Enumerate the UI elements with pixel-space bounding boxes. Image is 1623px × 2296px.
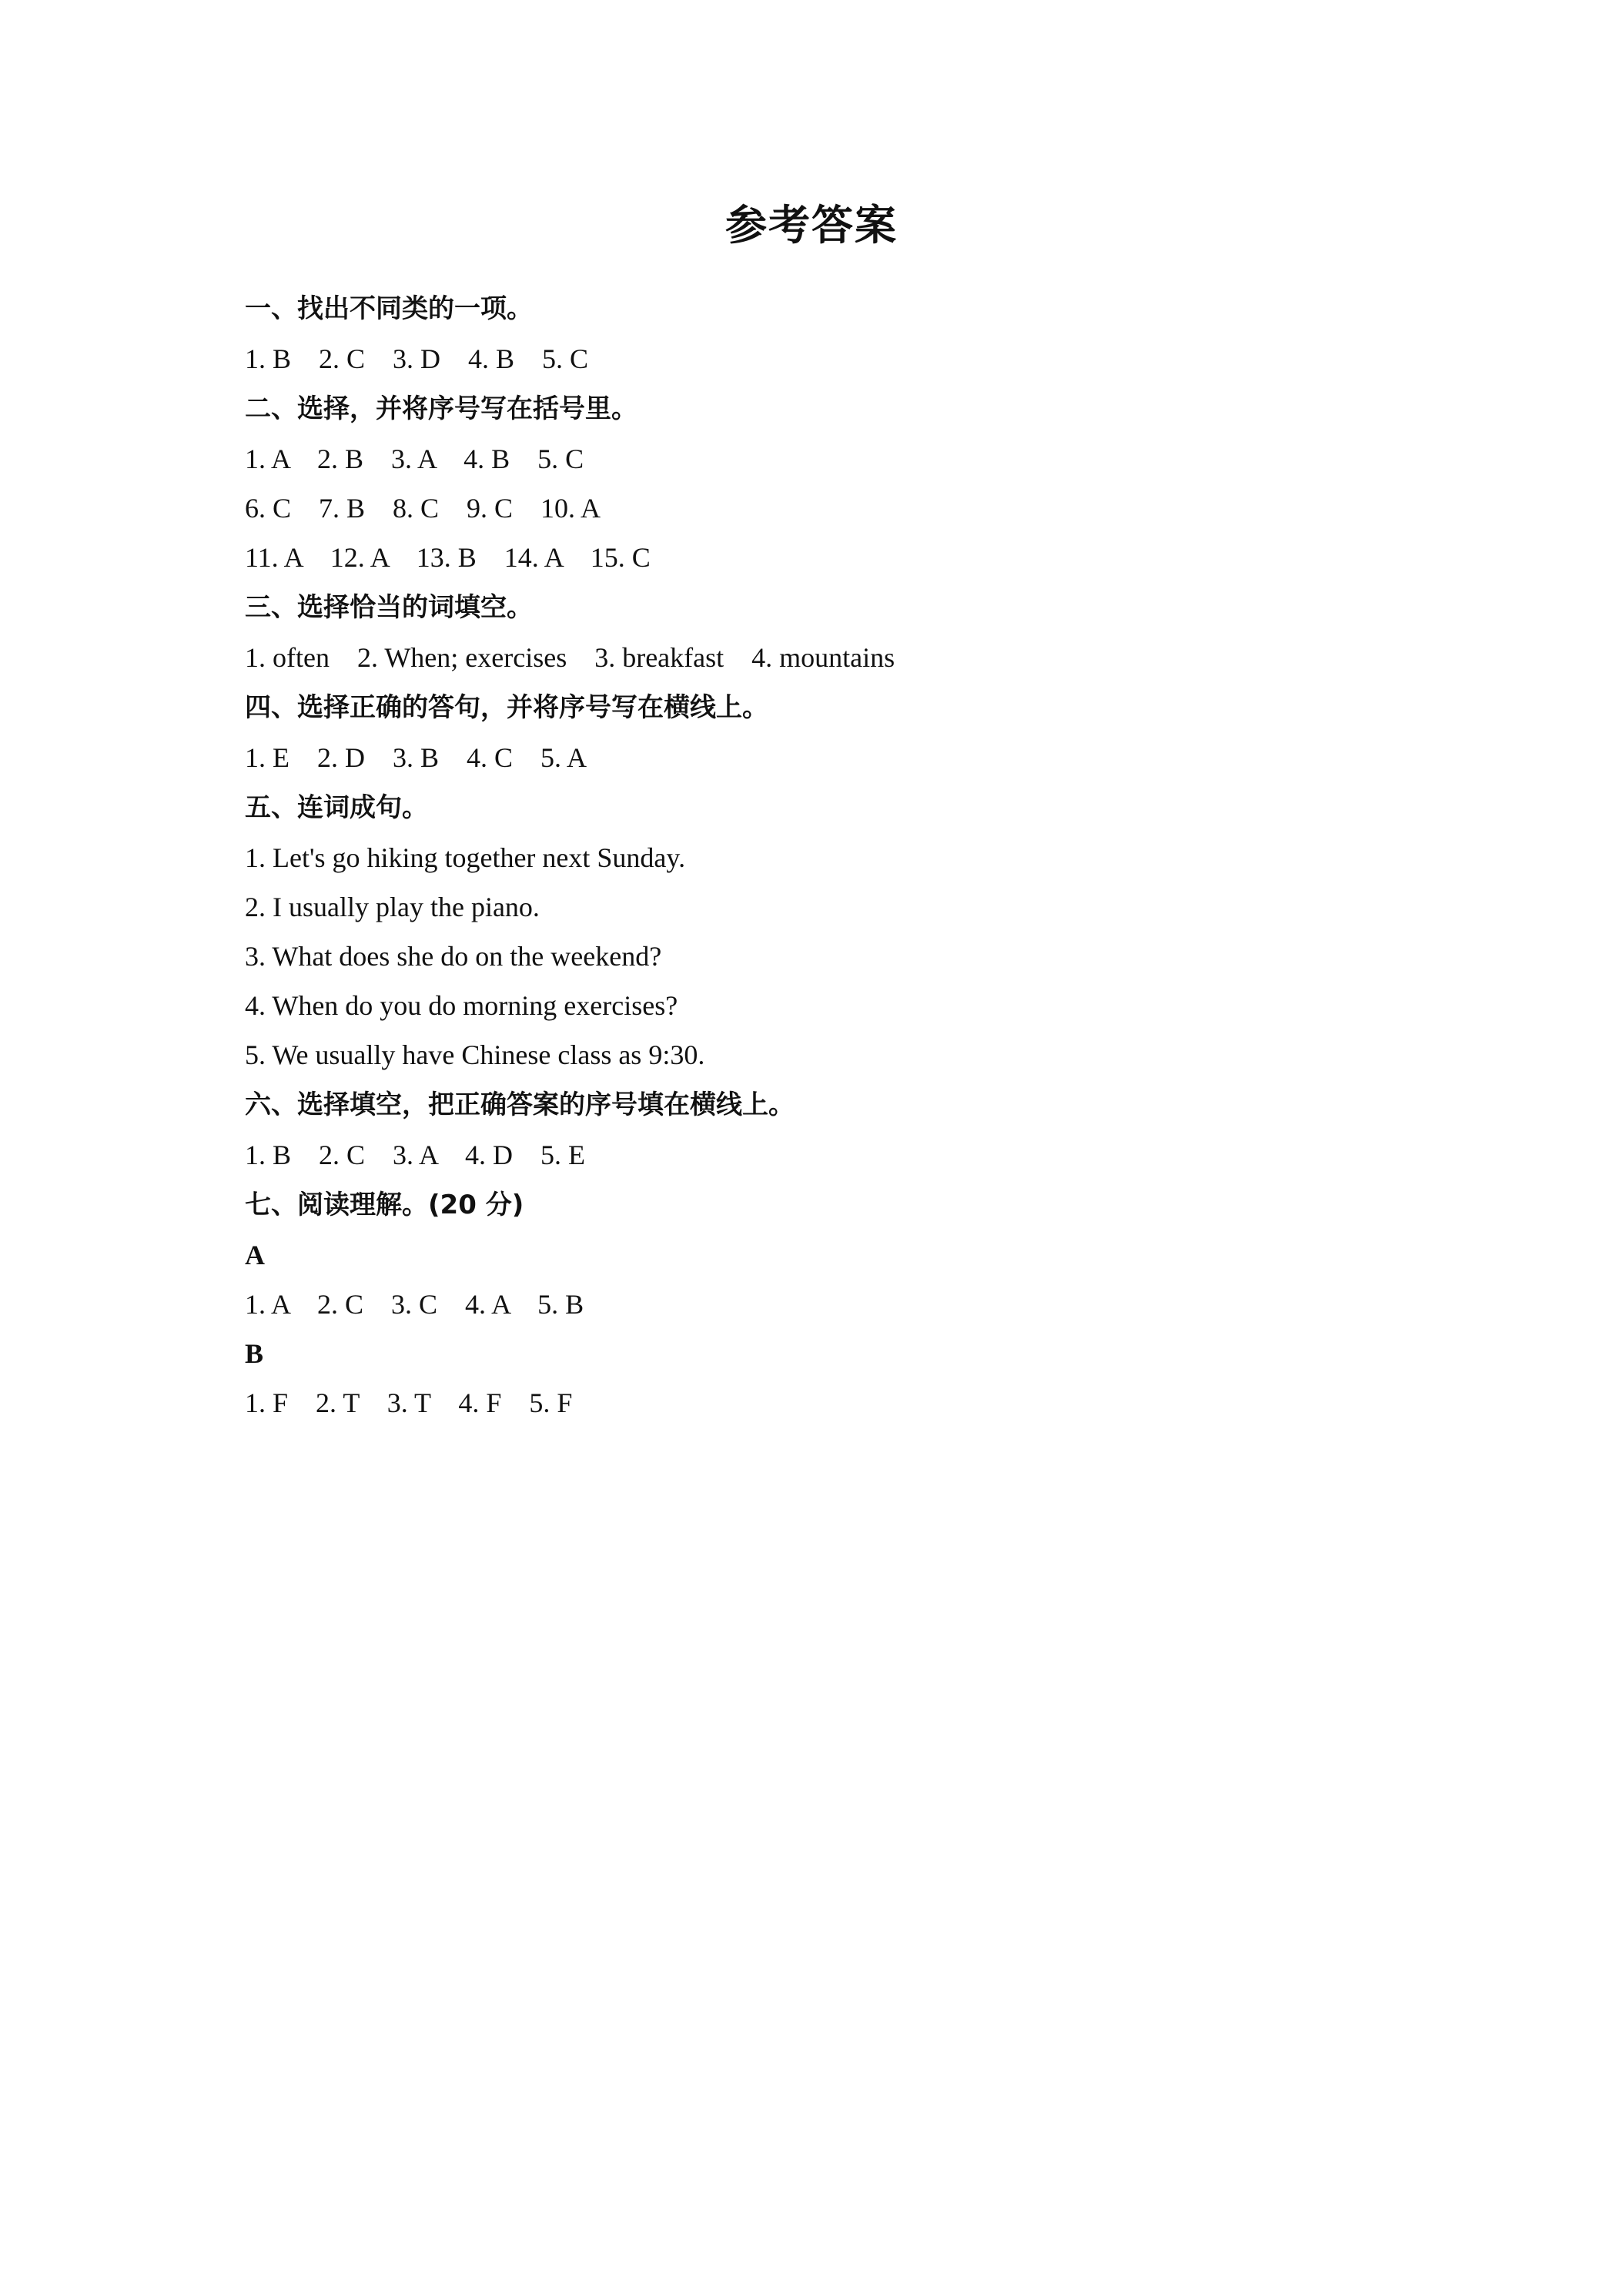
section-6-heading: 六、选择填空，把正确答案的序号填在横线上。 <box>245 1089 795 1120</box>
section-2-answers-row-2: 6. C 7. B 8. C 9. C 10. A <box>245 493 601 524</box>
section-5-sentence-2: 2. I usually play the piano. <box>245 892 540 922</box>
section-7-part-b-label: B <box>245 1338 264 1369</box>
section-3-answers: 1. often 2. When; exercises 3. breakfast 4. mountains <box>245 642 895 673</box>
section-6-answers: 1. B 2. C 3. A 4. D 5. E <box>245 1140 586 1170</box>
section-3-heading: 三、选择恰当的词填空。 <box>245 592 533 623</box>
section-7-part-b-answers: 1. F 2. T 3. T 4. F 5. F <box>245 1387 573 1418</box>
section-1-answers: 1. B 2. C 3. D 4. B 5. C <box>245 343 589 374</box>
section-4-answers: 1. E 2. D 3. B 4. C 5. A <box>245 742 587 773</box>
section-5-sentence-4: 4. When do you do morning exercises? <box>245 990 678 1021</box>
section-2-heading: 二、选择，并将序号写在括号里。 <box>245 393 637 424</box>
section-5-sentence-1: 1. Let's go hiking together next Sunday. <box>245 842 686 873</box>
section-5-heading: 五、连词成句。 <box>245 792 428 823</box>
section-5-sentence-5: 5. We usually have Chinese class as 9:30. <box>245 1039 705 1070</box>
page-title: 参考答案 <box>725 201 898 249</box>
section-7-heading: 七、阅读理解。(20 分) <box>245 1190 524 1220</box>
section-4-heading: 四、选择正确的答句，并将序号写在横线上。 <box>245 692 768 723</box>
section-7-part-a-answers: 1. A 2. C 3. C 4. A 5. B <box>245 1289 584 1320</box>
section-1-heading: 一、找出不同类的一项。 <box>245 293 533 324</box>
answer-content <box>245 283 1400 1427</box>
section-2-answers-row-1: 1. A 2. B 3. A 4. B 5. C <box>245 443 584 474</box>
section-2-answers-row-3: 11. A 12. A 13. B 14. A 15. C <box>245 542 651 573</box>
section-5-sentence-3: 3. What does she do on the weekend? <box>245 941 662 972</box>
section-7-part-a-label: A <box>245 1240 265 1270</box>
